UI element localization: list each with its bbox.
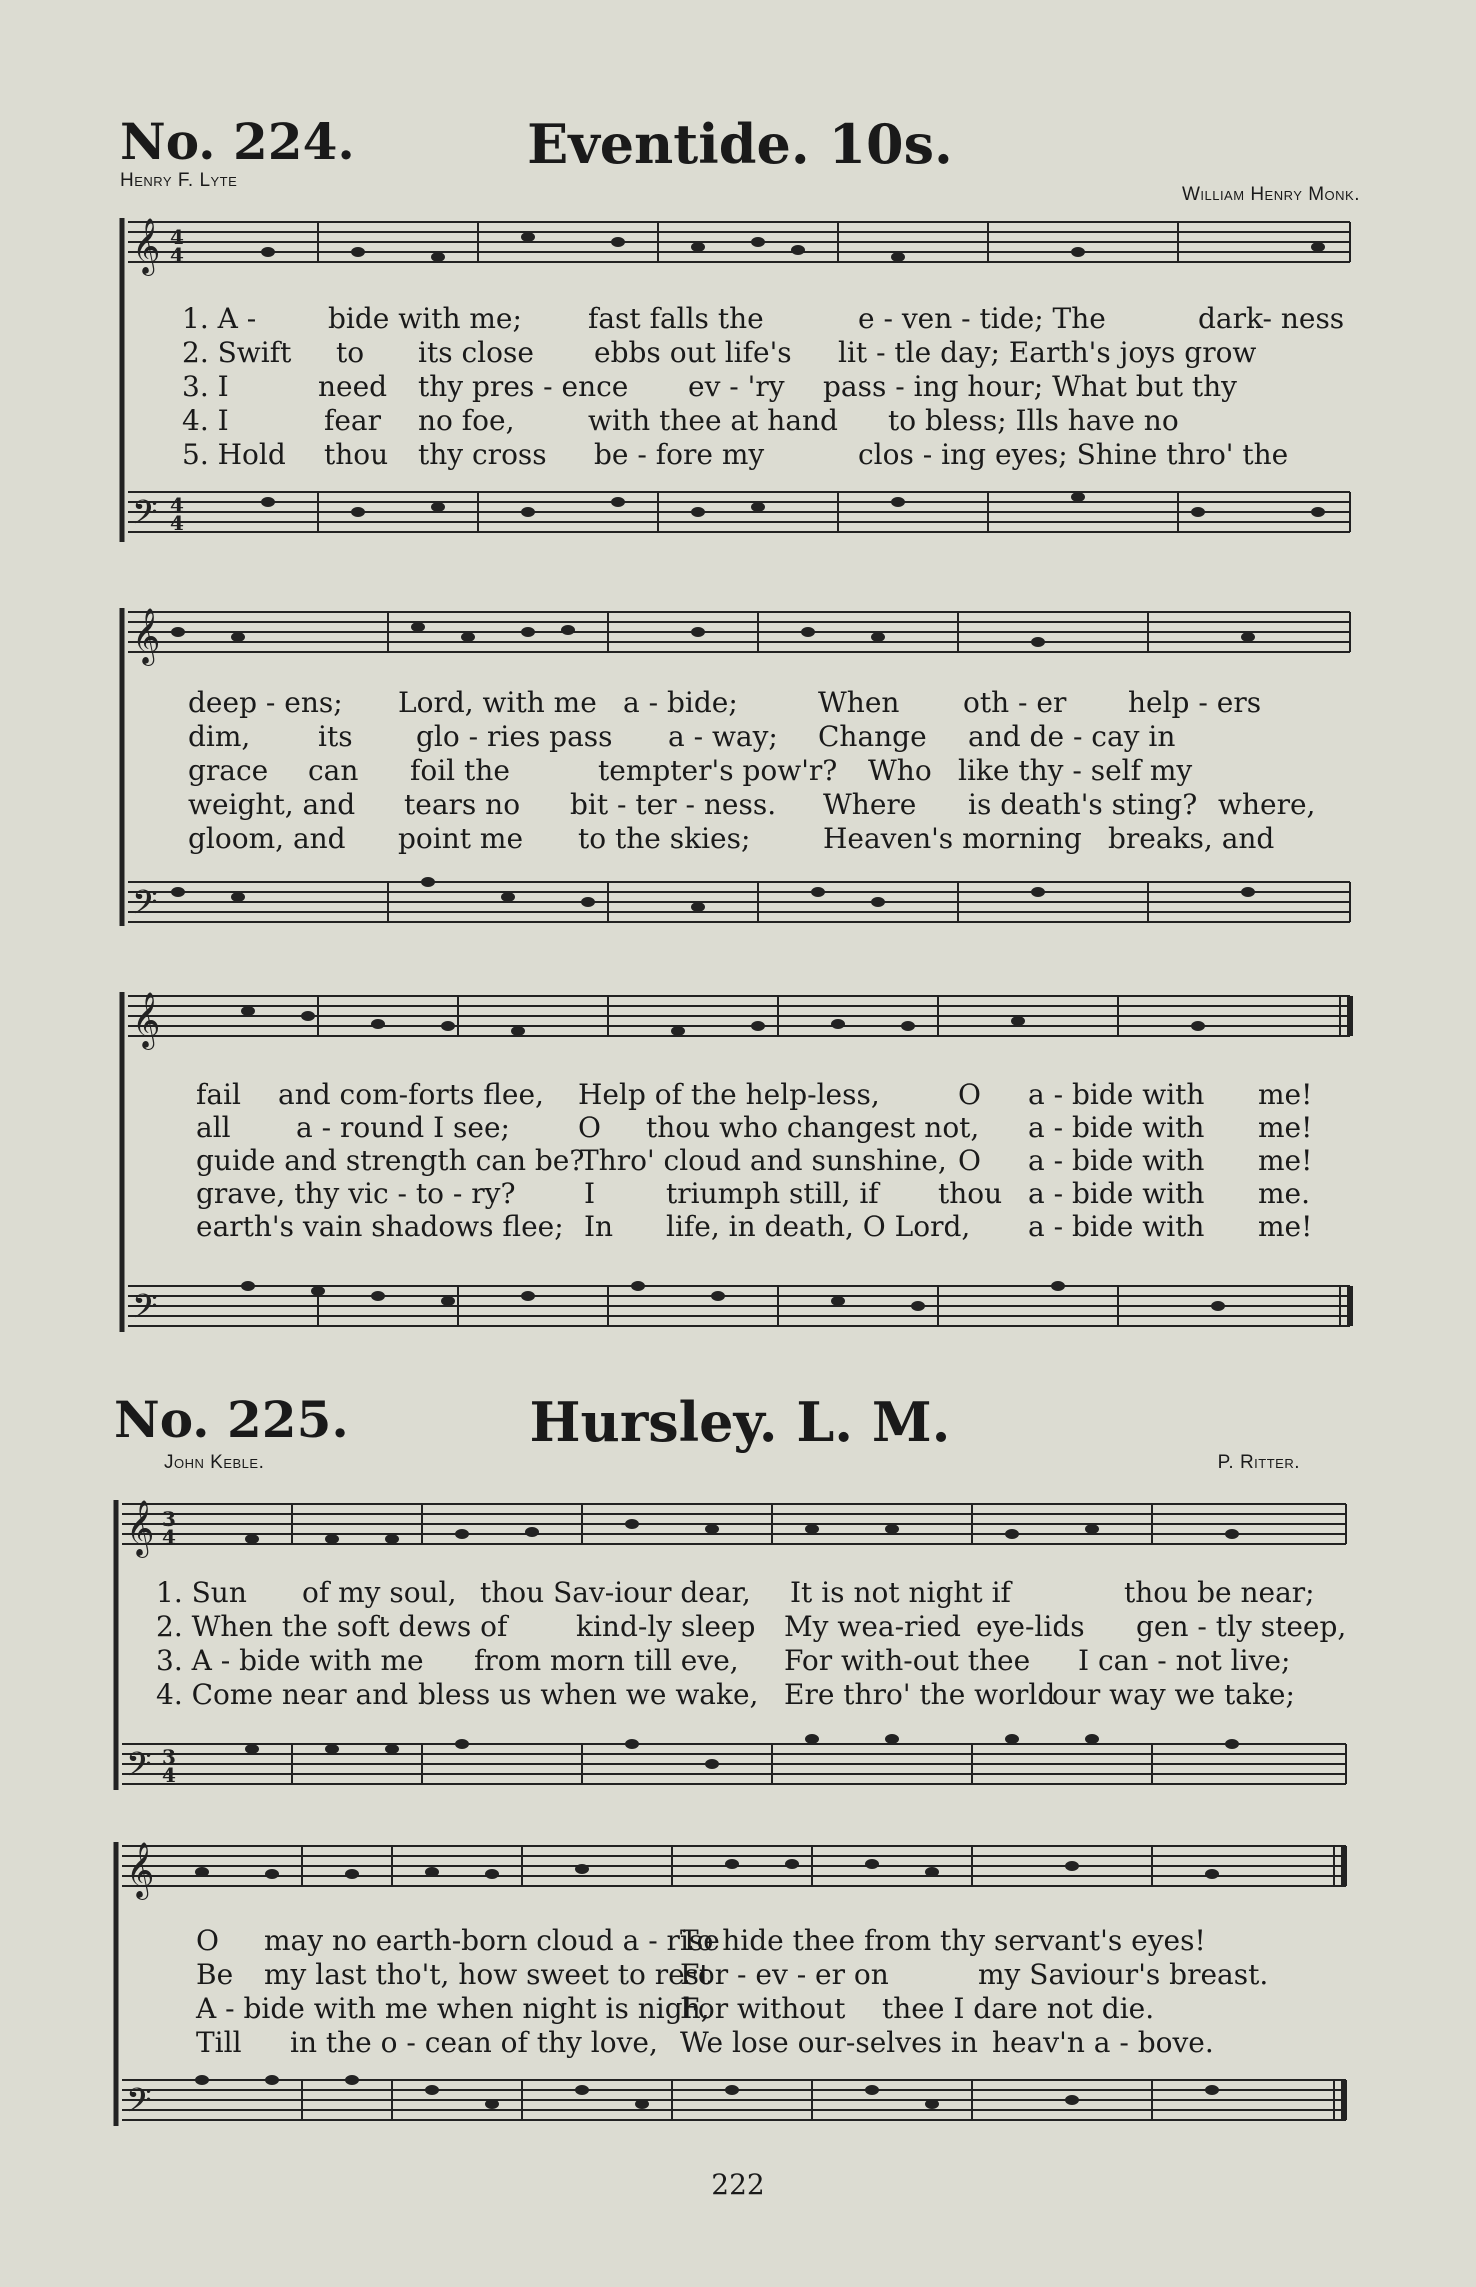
lyric-fragment: bless us when we wake,: [418, 1678, 759, 1711]
lyric-fragment: We lose our-selves in: [680, 2026, 978, 2059]
lyric-fragment: weight, and: [188, 788, 356, 821]
lyric-fragment: Thro' cloud and sunshine,: [580, 1144, 947, 1177]
hymn-225-credits: [120, 1452, 1360, 1482]
lyric-fragment: a - bide with: [1028, 1111, 1205, 1144]
svg-text:𝄢: 𝄢: [132, 884, 158, 930]
hymn-225-header: [114, 1390, 1360, 1454]
lyric-fragment: ebbs out life's: [594, 336, 792, 369]
lyric-fragment: in the o - cean of thy love,: [290, 2026, 658, 2059]
lyric-fragment: me!: [1258, 1078, 1313, 1111]
lyric-fragment: Help of the help-less,: [578, 1078, 880, 1111]
author-credit: Henry F. Lyte: [120, 170, 238, 191]
lyric-fragment: thy pres - ence: [418, 370, 629, 403]
svg-text:𝄞: 𝄞: [132, 992, 161, 1048]
lyric-fragment: glo - ries pass: [416, 720, 613, 753]
svg-text:4: 4: [162, 1763, 176, 1787]
lyric-fragment: grave, thy vic - to - ry?: [196, 1177, 516, 1210]
lyric-fragment: a - bide with: [1028, 1078, 1205, 1111]
composer-credit: William Henry Monk.: [1181, 184, 1360, 205]
lyric-line: [112, 1576, 1354, 1610]
svg-text:4: 4: [170, 493, 184, 517]
svg-text:𝄞: 𝄞: [132, 218, 161, 274]
lyric-fragment: need: [318, 370, 388, 403]
hymn-title: Hursley. L. M.: [529, 1390, 951, 1454]
hymn-225-system-1: [112, 1494, 1352, 1804]
lyric-fragment: a - way;: [668, 720, 778, 753]
lyric-fragment: Ere thro' the world: [784, 1678, 1056, 1711]
lyric-line: [118, 1111, 1360, 1145]
lyric-fragment: My wea-ried: [784, 1610, 961, 1643]
lyric-fragment: When: [818, 686, 900, 719]
lyric-line: [118, 438, 1360, 472]
lyric-fragment: O: [196, 1924, 219, 1957]
lyric-fragment: a - round I see;: [296, 1111, 510, 1144]
lyric-fragment: O: [958, 1078, 981, 1111]
lyric-fragment: eye-lids: [976, 1610, 1085, 1643]
lyric-fragment: to bless; Ills have no: [888, 404, 1179, 437]
lyric-fragment: thee I dare not die.: [882, 1992, 1155, 2025]
lyric-fragment: tempter's pow'r?: [598, 754, 838, 787]
lyric-line: [118, 686, 1360, 720]
lyric-fragment: all: [196, 1111, 231, 1144]
svg-text:𝄢: 𝄢: [126, 1746, 152, 1792]
lyric-fragment: a - bide with: [1028, 1144, 1205, 1177]
svg-text:4: 4: [170, 225, 184, 249]
hymn-224-credits: [120, 170, 1360, 205]
lyric-line: [118, 822, 1360, 856]
lyric-fragment: O: [958, 1144, 981, 1177]
page-number: 222: [711, 2168, 765, 2201]
lyric-fragment: thou: [324, 438, 389, 471]
lyric-fragment: A - bide with me when night is nigh,: [196, 1992, 710, 2025]
lyric-line: [118, 754, 1360, 788]
lyric-fragment: 3. A - bide with me: [156, 1644, 424, 1677]
lyric-fragment: life, in death, O Lord,: [666, 1210, 971, 1243]
lyric-fragment: fast falls the: [588, 302, 764, 335]
composer-credit: P. Ritter.: [1217, 1452, 1300, 1473]
lyric-fragment: a - bide;: [623, 686, 738, 719]
lyric-fragment: Lord, with me: [398, 686, 597, 719]
lyric-line: [112, 1644, 1354, 1678]
lyric-line: [118, 1078, 1360, 1112]
svg-text:𝄢: 𝄢: [126, 2082, 152, 2128]
lyric-fragment: ev - 'ry: [688, 370, 785, 403]
lyric-fragment: 3. I: [182, 370, 229, 403]
lyric-fragment: me.: [1258, 1177, 1311, 1210]
lyric-fragment: tears no: [404, 788, 521, 821]
lyric-fragment: I can - not live;: [1078, 1644, 1291, 1677]
lyric-fragment: 1. Sun: [156, 1576, 247, 1609]
lyric-fragment: pass - ing hour; What but thy: [823, 370, 1237, 403]
svg-text:𝄞: 𝄞: [132, 608, 161, 664]
lyric-line: [118, 1210, 1360, 1244]
lyric-fragment: my Saviour's breast.: [978, 1958, 1269, 1991]
lyric-fragment: may no earth-born cloud a - rise: [264, 1924, 720, 1957]
lyric-line: [112, 1924, 1354, 1958]
lyric-fragment: thou who changest not,: [646, 1111, 980, 1144]
hymn-224-system-2: [118, 592, 1360, 932]
lyric-fragment: lit - tle day; Earth's joys grow: [838, 336, 1257, 369]
lyric-fragment: its: [318, 720, 353, 753]
lyric-fragment: point me: [398, 822, 524, 855]
lyric-fragment: help - ers: [1128, 686, 1262, 719]
lyric-fragment: e - ven - tide; The: [858, 302, 1106, 335]
hymn-224-header: [120, 112, 1360, 176]
lyric-fragment: bide with me;: [328, 302, 522, 335]
lyric-line: [118, 1144, 1360, 1178]
lyric-fragment: deep - ens;: [188, 686, 343, 719]
lyric-line: [118, 1177, 1360, 1211]
lyric-line: [112, 1610, 1354, 1644]
lyric-fragment: 4. I: [182, 404, 229, 437]
lyric-fragment: thou: [938, 1177, 1003, 1210]
lyric-fragment: In: [584, 1210, 614, 1243]
lyric-fragment: and com-forts flee,: [278, 1078, 544, 1111]
svg-text:3: 3: [162, 1507, 176, 1531]
lyric-fragment: O: [578, 1111, 601, 1144]
lyric-fragment: its close: [418, 336, 534, 369]
lyric-fragment: a - bide with: [1028, 1177, 1205, 1210]
lyric-fragment: me!: [1258, 1111, 1313, 1144]
lyric-fragment: fear: [324, 404, 382, 437]
svg-text:𝄞: 𝄞: [126, 1842, 155, 1898]
lyric-line: [118, 336, 1360, 370]
svg-text:4: 4: [170, 511, 184, 535]
lyric-fragment: 1. A -: [182, 302, 257, 335]
lyric-line: [118, 404, 1360, 438]
lyric-fragment: and de - cay in: [968, 720, 1176, 753]
lyric-fragment: grace: [188, 754, 269, 787]
lyric-fragment: guide and strength can be?: [196, 1144, 585, 1177]
lyric-fragment: be - fore my: [594, 438, 765, 471]
lyric-line: [118, 302, 1360, 336]
lyric-fragment: To hide thee from thy servant's eyes!: [680, 1924, 1206, 1957]
lyric-fragment: triumph still, if: [666, 1177, 879, 1210]
lyric-fragment: foil the: [410, 754, 510, 787]
lyric-fragment: can: [308, 754, 359, 787]
lyric-fragment: my last tho't, how sweet to rest: [264, 1958, 711, 1991]
hymn-224-system-1: [118, 212, 1360, 552]
lyric-fragment: Change: [818, 720, 927, 753]
lyric-fragment: with thee at hand: [588, 404, 838, 437]
svg-text:𝄢: 𝄢: [132, 1288, 158, 1334]
hymn-number: No. 225.: [114, 1390, 349, 1449]
author-credit: John Keble.: [164, 1452, 265, 1473]
lyric-fragment: heav'n a - bove.: [992, 2026, 1214, 2059]
lyric-fragment: to: [336, 336, 365, 369]
lyric-fragment: Be: [196, 1958, 234, 1991]
lyric-fragment: For with-out thee: [784, 1644, 1031, 1677]
lyric-fragment: no foe,: [418, 404, 515, 437]
lyric-fragment: where,: [1218, 788, 1316, 821]
lyric-fragment: 5. Hold: [182, 438, 286, 471]
lyric-fragment: breaks, and: [1108, 822, 1275, 855]
lyric-fragment: oth - er: [963, 686, 1067, 719]
svg-text:3: 3: [162, 1745, 176, 1769]
lyric-fragment: a - bide with: [1028, 1210, 1205, 1243]
lyric-fragment: from morn till eve,: [474, 1644, 739, 1677]
lyric-fragment: thou Sav-iour dear,: [480, 1576, 751, 1609]
lyric-fragment: For without: [680, 1992, 846, 2025]
hymn-title: Eventide. 10s.: [527, 112, 953, 176]
lyric-fragment: dim,: [188, 720, 251, 753]
svg-text:4: 4: [162, 1525, 176, 1549]
lyric-fragment: For - ev - er on: [680, 1958, 889, 1991]
lyric-fragment: thy cross: [418, 438, 547, 471]
lyric-fragment: Who: [868, 754, 932, 787]
lyric-fragment: me!: [1258, 1144, 1313, 1177]
lyric-line: [112, 1992, 1354, 2026]
lyric-fragment: 2. Swift: [182, 336, 292, 369]
hymn-number: No. 224.: [120, 112, 355, 171]
lyric-fragment: gloom, and: [188, 822, 346, 855]
lyric-line: [112, 1678, 1354, 1712]
hymn-224-system-3: [118, 986, 1360, 1346]
lyric-fragment: gen - tly steep,: [1136, 1610, 1347, 1643]
lyric-fragment: It is not night if: [790, 1576, 1011, 1609]
lyric-fragment: I: [584, 1177, 596, 1210]
lyric-fragment: like thy - self my: [958, 754, 1193, 787]
lyric-line: [118, 370, 1360, 404]
lyric-fragment: bit - ter - ness.: [570, 788, 777, 821]
lyric-fragment: 2. When the soft dews of: [156, 1610, 508, 1643]
hymn-225-system-2: [112, 1834, 1352, 2144]
lyric-fragment: earth's vain shadows flee;: [196, 1210, 564, 1243]
lyric-fragment: clos - ing eyes; Shine thro' the: [858, 438, 1289, 471]
lyric-fragment: Where: [823, 788, 917, 821]
lyric-line: [118, 788, 1360, 822]
lyric-line: [112, 1958, 1354, 1992]
svg-text:4: 4: [170, 243, 184, 267]
lyric-fragment: our way we take;: [1052, 1678, 1295, 1711]
lyric-fragment: Till: [196, 2026, 242, 2059]
lyric-fragment: dark- ness: [1198, 302, 1345, 335]
svg-text:𝄞: 𝄞: [126, 1500, 155, 1556]
lyric-fragment: Heaven's morning: [823, 822, 1082, 855]
lyric-line: [118, 720, 1360, 754]
lyric-fragment: kind-ly sleep: [576, 1610, 756, 1643]
lyric-fragment: fail: [196, 1078, 241, 1111]
lyric-line: [112, 2026, 1354, 2060]
lyric-fragment: thou be near;: [1124, 1576, 1315, 1609]
lyric-fragment: is death's sting?: [968, 788, 1198, 821]
lyric-fragment: me!: [1258, 1210, 1313, 1243]
svg-text:𝄢: 𝄢: [132, 494, 158, 540]
lyric-fragment: of my soul,: [302, 1576, 457, 1609]
lyric-fragment: 4. Come near and: [156, 1678, 409, 1711]
lyric-fragment: to the skies;: [578, 822, 751, 855]
